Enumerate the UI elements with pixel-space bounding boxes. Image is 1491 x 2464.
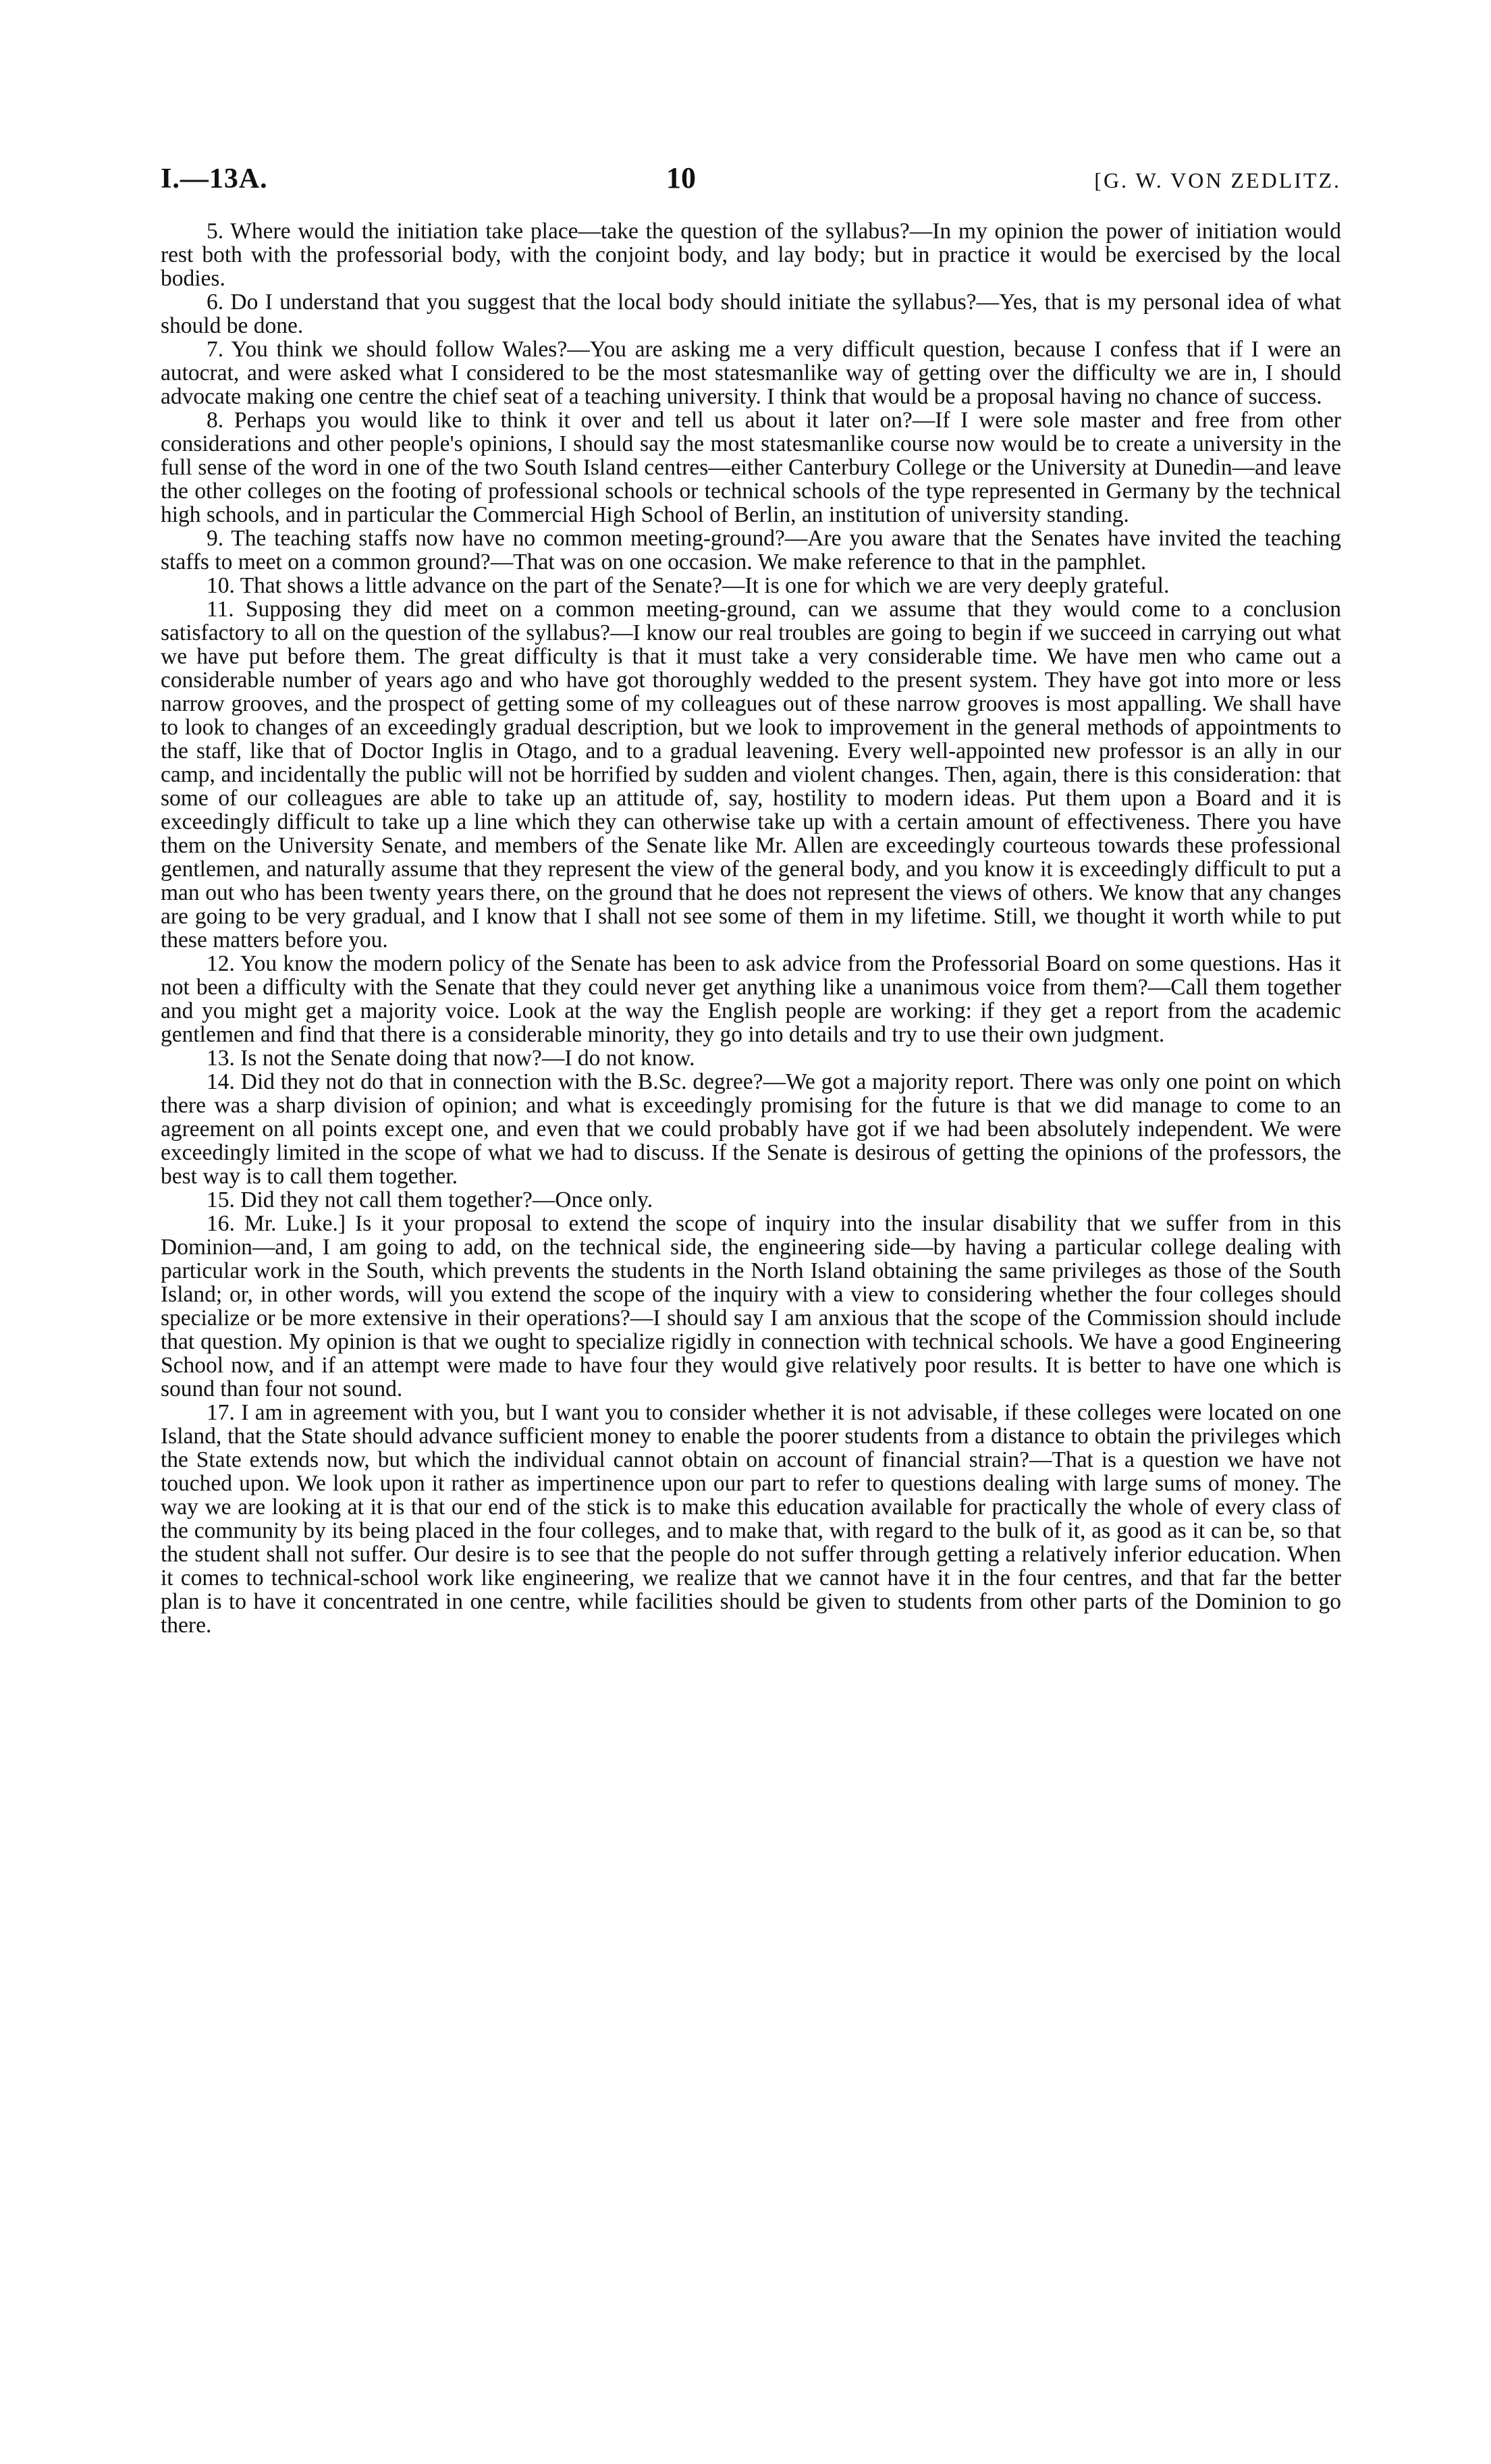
paragraph-8: 8. Perhaps you would like to think it over and tell us about it later on?—If I were sole master and free from other considerations and other people's opinions, I should say the most statesmanlike course now would be to create a university in the full sense of the word in one of the two South Island centres—either Canterbury College or the University at Dunedin—and leave the other colleges on the footing of professional schools or technical schools of the type represented in Germany by the technical high schools, and in particular the Commercial High School of Berlin, an institution of university standing. — [161, 408, 1341, 527]
page-number: 10 — [666, 161, 696, 194]
paragraph-15: 15. Did they not call them together?—Once only. — [207, 1187, 653, 1212]
page-header — [161, 161, 1341, 195]
paragraph-14: 14. Did they not do that in connection with the B.Sc. degree?—We got a majority report. There was only one point on which there was a sharp division of opinion; and what is exceedingly promising for the future is that we did manage to come to an agreement on all points except one, and even that we could probably have got if we had been absolutely independent. We were exceedingly limited in the scope of what we had to discuss. If the Senate is desirous of getting the opinions of the professors, the best way is to call them together. — [161, 1069, 1341, 1189]
paragraph-7: 7. You think we should follow Wales?—You are asking me a very difficult question, because I confess that if I were an autocrat, and were asked what I considered to be the most statesmanlike way of getting over the difficulty we are in, I should advocate making one centre the chief seat of a teaching university. I think that would be a proposal having no chance of success. — [161, 337, 1341, 409]
paragraph-11: 11. Supposing they did meet on a common meeting-ground, can we assume that they would come to a conclusion satisfactory to all on the question of the syllabus?—I know our real troubles are going to begin if we succeed in carrying out what we have put before them. The great difficulty is that it must take a very considerable time. We have men who came out a considerable number of years ago and who have got thoroughly wedded to the present system. They have got into more or less narrow grooves, and the prospect of getting some of my colleagues out of these narrow grooves is most appalling. We shall have to look to changes of an exceedingly gradual description, but we look to improvement in the general methods of appointments to the staff, like that of Doctor Inglis in Otago, and to a gradual leavening. Every well-appointed new professor is an ally in our camp, and incidentally the public will not be horrified by sudden and violent changes. Then, again, there is this consideration: that some of our colleagues are able to take up an attitude of, say, hostility to modern ideas. Put them upon a Board and it is exceedingly difficult to take up a line which they can otherwise take up with a certain amount of effectiveness. There you have them on the University Senate, and members of the Senate like Mr. Allen are exceedingly courteous towards these professional gentlemen, and naturally assume that they represent the view of the general body, and you know it is exceedingly difficult to put a man out who has been twenty years there, on the ground that he does not represent the views of others. We know that any changes are going to be very gradual, and I know that I shall not see some of them in my lifetime. Still, we thought it worth while to put these matters before you. — [161, 597, 1341, 953]
document-body — [161, 219, 1341, 1637]
paragraph-10: 10. That shows a little advance on the part of the Senate?—It is one for which we are very deeply grateful. — [207, 573, 1170, 598]
document-reference: I.—13A. — [161, 163, 268, 194]
paragraph-9: 9. The teaching staffs now have no common meeting-ground?—Are you aware that the Senates have invited the teaching staffs to meet on a common ground?—That was on one occasion. We make reference to that in the pamphlet. — [161, 526, 1341, 574]
paragraph-6: 6. Do I understand that you suggest that the local body should initiate the syllabus?—Yes, that is my personal idea of what should be done. — [161, 290, 1341, 338]
paragraph-17: 17. I am in agreement with you, but I want you to consider whether it is not advisable, if these colleges were located on one Island, that the State should advance sufficient money to enable the poorer students from a distance to obtain the privileges which the State extends now, but which the individual cannot obtain on account of financial strain?—That is a question we have not touched upon. We look upon it rather as impertinence upon our part to refer to questions dealing with large sums of money. The way we are looking at it is that our end of the stick is to make this education available for practically the whole of every class of the community by its being placed in the four colleges, and to make that, with regard to the bulk of it, as good as it can be, so that the student shall not suffer. Our desire is to see that the people do not suffer through getting a relatively inferior education. When it comes to technical-school work like engineering, we realize that we cannot have it in the four centres, and that far the better plan is to have it concentrated in one centre, while facilities should be given to students from other parts of the Dominion to go there. — [161, 1400, 1341, 1638]
paragraph-16: 16. Mr. Luke.] Is it your proposal to extend the scope of inquiry into the insular disability that we suffer from in this Dominion—and, I am going to add, on the technical side, the engineering side—by having a particular college dealing with particular work in the South, which prevents the students in the North Island obtaining the same privileges as those of the South Island; or, in other words, will you extend the scope of the inquiry with a view to considering whether the four colleges should specialize or be more extensive in their operations?—I should say I am anxious that the scope of the Commission should include that question. My opinion is that we ought to specialize rigidly in connection with technical schools. We have a good Engineering School now, and if an attempt were made to have four they would give relatively poor results. It is better to have one which is sound than four not sound. — [161, 1211, 1341, 1401]
paragraph-12: 12. You know the modern policy of the Senate has been to ask advice from the Professorial Board on some questions. Has it not been a difficulty with the Senate that they could never get anything like a unanimous voice from them?—Call them together and you might get a majority voice. Look at the way the English people are working: if they get a report from the academic gentlemen and find that there is a considerable minority, they go into details and try to use their own judgment. — [161, 951, 1341, 1047]
witness-name: [G. W. VON ZEDLITZ. — [1094, 168, 1341, 192]
paragraph-13: 13. Is not the Senate doing that now?—I do not know. — [207, 1046, 695, 1071]
paragraph-5: 5. Where would the initiation take place—take the question of the syllabus?—In my opinion the power of initiation would rest both with the professorial body, with the conjoint body, and lay body; but in practice it would be exercised by the local bodies. — [161, 219, 1341, 291]
